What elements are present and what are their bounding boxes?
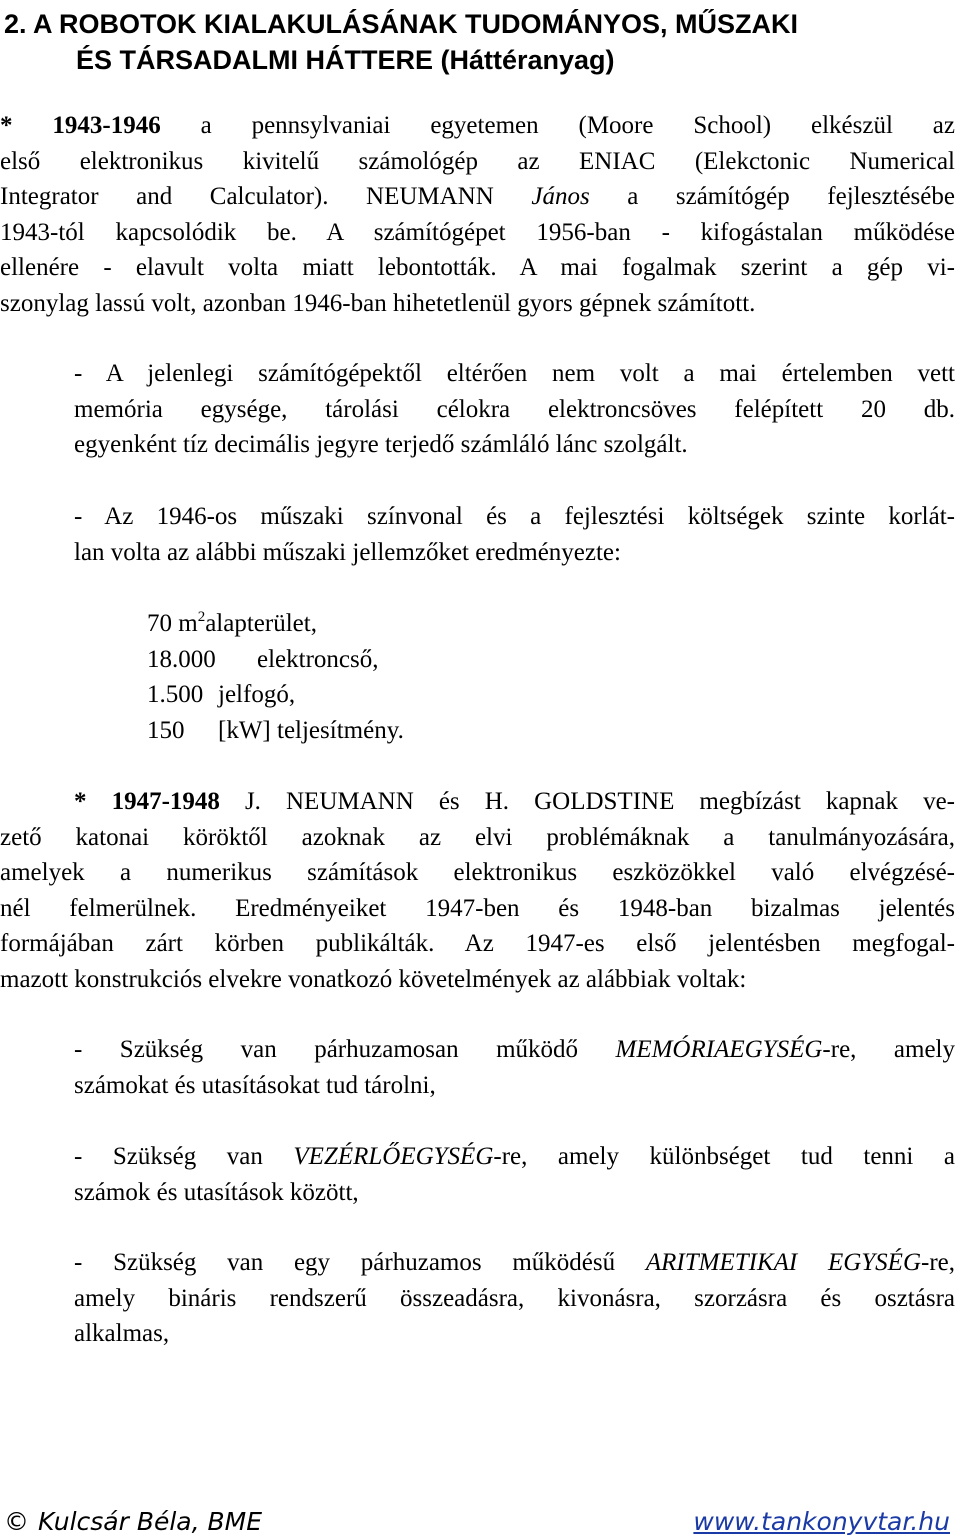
period-label: * 1947-1948	[74, 788, 220, 815]
spec-label: elektroncső,	[257, 645, 379, 673]
text-run: -re, amely	[822, 1036, 955, 1063]
copyright-icon: ©	[4, 1507, 29, 1536]
text-run: - Szükség van	[74, 1143, 294, 1170]
paragraph-line: első elektronikus kivitelű számológép az ENIAC (Elekctonic Numerical	[0, 147, 955, 175]
paragraph-line: memória egysége, tárolási célokra elektroncsöves felépített 20 db.	[74, 395, 955, 423]
heading-line-2: ÉS TÁRSADALMI HÁTTERE (Háttéranyag)	[76, 45, 615, 75]
paragraph-line: - Az 1946-os műszaki színvonal és a fejlesztési költségek szinte korlát-	[74, 503, 955, 530]
paragraph-line: számok és utasítások között,	[74, 1178, 359, 1206]
period-label: * 1943-1946	[0, 112, 161, 139]
text-run: J. NEUMANN és H. GOLDSTINE megbízást kapnak ve-	[219, 788, 955, 815]
paragraph-line: amelyek a numerikus számítások elektronikus eszközökkel való elvégzésé-	[0, 859, 955, 886]
paragraph-line: - A jelenlegi számítógépektől eltérően nem volt a mai értelemben vett	[74, 360, 955, 387]
paragraph-line: nél felmerülnek. Eredményeiket 1947-ben és 1948-ban bizalmas jelentés	[0, 894, 955, 922]
spec-item	[147, 677, 404, 713]
requirement-control-unit	[74, 1139, 955, 1210]
paragraph-line	[74, 1032, 955, 1068]
text-run: - Szükség van egy párhuzamos működésű	[74, 1249, 646, 1276]
paragraph-line	[0, 108, 955, 144]
term-arithmetic-unit: ARITMETIKAI EGYSÉG	[645, 1249, 922, 1276]
paragraph-line	[74, 1139, 955, 1175]
website-link[interactable]: www.tankonyvtar.hu	[693, 1507, 950, 1536]
text-run: a pennsylvaniai egyetemen (Moore School) elkészül az	[160, 112, 956, 139]
spec-value: 70 m	[147, 610, 198, 637]
spec-item	[147, 606, 404, 642]
paragraph-line: 1943-tól kapcsolódik be. A számítógépet 1956-ban - kifogástalan működése	[0, 218, 955, 246]
footer-author: Kulcsár Béla, BME	[38, 1507, 263, 1536]
spec-value: 18.000	[147, 645, 216, 673]
paragraph-line	[0, 179, 955, 215]
paragraph-line: szonylag lassú volt, azonban 1946-ban hihetetlenül gyors gépnek számított.	[0, 289, 756, 317]
paragraph-line: ellenére - elavult volta miatt lebontották. A mai fogalmak szerint a gép vi-	[0, 254, 955, 281]
heading-line-1: 2. A ROBOTOK KIALAKULÁSÁNAK TUDOMÁNYOS, MŰSZAKI	[4, 9, 798, 39]
spec-label: [kW] teljesítmény.	[218, 716, 404, 744]
term-control-unit: VEZÉRLŐEGYSÉG	[293, 1143, 494, 1170]
person-name: János	[531, 183, 590, 210]
text-run: -re, amely különbséget tud tenni a	[493, 1143, 955, 1170]
page-footer	[0, 1504, 950, 1540]
text-run: -re,	[921, 1249, 956, 1276]
paragraph-line	[74, 1245, 955, 1281]
spec-label: alapterület,	[205, 610, 317, 637]
paragraph-line: amely bináris rendszerű összeadásra, kivonásra, szorzásra és osztásra	[74, 1284, 955, 1312]
spec-item	[147, 713, 404, 749]
text-run: Integrator and Calculator). NEUMANN	[0, 183, 532, 210]
requirement-memory-unit	[74, 1032, 955, 1103]
paragraph-line	[0, 784, 955, 820]
paragraph-line: mazott konstrukciós elvekre vonatkozó követelmények az alábbiak voltak:	[0, 965, 747, 993]
spec-value: 150	[147, 716, 185, 744]
paragraph-neumann-goldstine	[0, 784, 955, 997]
paragraph-specs-intro	[74, 499, 955, 570]
term-memory-unit: MEMÓRIAEGYSÉG	[615, 1036, 823, 1063]
paragraph-memory	[74, 356, 955, 463]
section-heading	[0, 6, 960, 78]
paragraph-line: formájában zárt körben publikálták. Az 1947-es első jelentésben megfogal-	[0, 930, 955, 957]
spec-value: 1.500	[147, 681, 204, 708]
paragraph-line: zető katonai köröktől azoknak az elvi problémáknak a tanulmányozására,	[0, 823, 955, 851]
text-run: - Szükség van párhuzamosan működő	[74, 1036, 616, 1063]
text-run: a számítógép fejlesztésébe	[589, 183, 955, 210]
paragraph-line: számokat és utasításokat tud tárolni,	[74, 1071, 436, 1099]
spec-list	[147, 606, 404, 748]
paragraph-line: lan volta az alábbi műszaki jellemzőket eredményezte:	[74, 538, 621, 566]
spec-unit-exponent: 2	[197, 609, 206, 625]
paragraph-line: alkalmas,	[74, 1320, 170, 1347]
spec-item	[147, 642, 404, 678]
paragraph-line: egyenként tíz decimális jegyre terjedő számláló lánc szolgált.	[74, 431, 688, 458]
requirement-arithmetic-unit	[74, 1245, 955, 1352]
paragraph-eniac	[0, 108, 955, 321]
spec-label: jelfogó,	[218, 681, 296, 708]
